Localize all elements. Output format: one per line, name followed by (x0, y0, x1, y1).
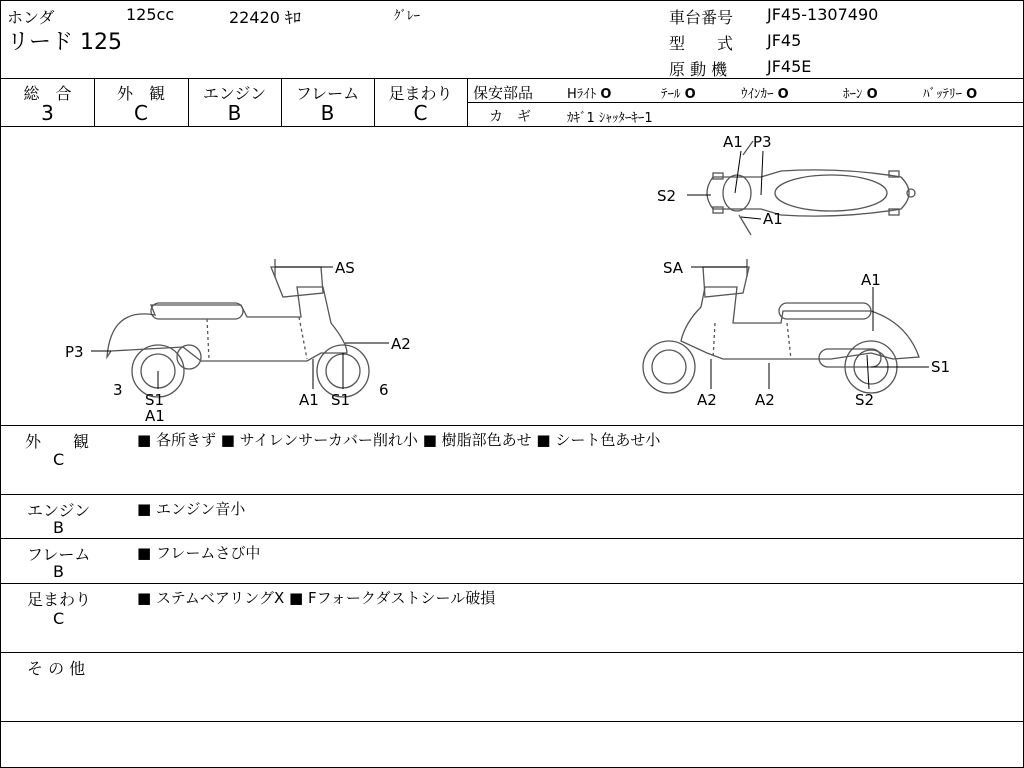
label-left-p3: P3 (65, 343, 84, 361)
maker: ホンダ (7, 8, 55, 27)
section-note-frame: ■ フレームさび中 (137, 544, 261, 562)
label-left-as: AS (335, 259, 355, 277)
grade-label-exterior: 外 観 (116, 84, 165, 103)
grade-value-frame: B (320, 101, 335, 125)
label-right-a2-2: A2 (755, 391, 775, 409)
safety-item-horn: ﾎｰﾝ O (843, 87, 878, 102)
mark-circle: O (966, 87, 978, 102)
section-grade-suspension: C (53, 609, 65, 628)
section-grade-engine: B (53, 518, 64, 537)
mileage: 22420 ｷﾛ (229, 8, 301, 27)
scooter-diagrams (1, 127, 1023, 425)
color: ｸﾞﾚｰ (394, 9, 420, 24)
label-right-s1: S1 (931, 358, 951, 376)
label-left-3: 3 (113, 381, 123, 399)
label-left-s1-2: S1 (331, 391, 351, 409)
grade-value-suspension: C (413, 101, 428, 125)
label-left-a1: A1 (145, 407, 165, 425)
safety-item-headlight: Hﾗｲﾄ O (567, 87, 612, 102)
label-left-6: 6 (379, 381, 389, 399)
section-note-exterior: ■ 各所きず ■ サイレンサーカバー削れ小 ■ 樹脂部色あせ ■ シート色あせ小 (137, 431, 661, 449)
label-left-a1-2: A1 (299, 391, 319, 409)
key-label: カ ギ (489, 109, 531, 125)
engine-label: 原 動 機 (669, 60, 728, 79)
label-top-p3: P3 (753, 133, 772, 151)
grade-label-total: 総 合 (23, 84, 72, 103)
mark-circle: O (777, 87, 789, 102)
label-right-a1: A1 (861, 271, 881, 289)
frame-no-label: 車台番号 (669, 8, 734, 27)
grade-label-suspension: 足まわり (388, 84, 453, 103)
label-top-a1-2: A1 (763, 210, 783, 228)
grade-label-engine: エンジン (202, 84, 267, 103)
label-top-s2: S2 (657, 187, 677, 205)
mark-circle: O (600, 87, 612, 102)
label-right-s2: S2 (855, 391, 875, 409)
grade-label-frame: フレーム (295, 84, 360, 103)
grade-value-engine: B (227, 101, 242, 125)
label-right-a2: A2 (697, 391, 717, 409)
safety-item-tail: ﾃｰﾙ O (661, 87, 696, 102)
engine-value: JF45E (767, 57, 812, 76)
section-label-exterior: 外 観 (25, 432, 90, 451)
mark-circle: O (684, 87, 696, 102)
label-left-a2: A2 (391, 335, 411, 353)
key-value: ｶｷﾞ1 ｼｬｯﾀｰｷｰ1 (567, 111, 653, 126)
safety-item-winker: ｳｲﾝｶｰ O (741, 87, 789, 102)
label-right-sa: SA (663, 259, 684, 277)
type-label: 型 式 (669, 34, 734, 53)
left-side-scooter (107, 259, 369, 397)
grade-value-total: 3 (41, 101, 54, 125)
label-left-s1: S1 (145, 391, 165, 409)
mark-circle: O (866, 87, 878, 102)
section-note-engine: ■ エンジン音小 (137, 500, 246, 518)
model-name: リード 125 (7, 30, 122, 55)
safety-label: 保安部品 (473, 84, 534, 102)
section-note-suspension: ■ ステムベアリングX ■ Fフォークダストシール破損 (137, 589, 496, 607)
label-top-a1: A1 (723, 133, 743, 151)
type-value: JF45 (767, 31, 802, 50)
displacement: 125cc (126, 5, 175, 24)
top-view-scooter (707, 141, 915, 235)
section-grade-exterior: C (53, 450, 65, 469)
safety-item-battery: ﾊﾞｯﾃﾘｰ O (923, 87, 978, 102)
section-label-frame: フレーム (27, 545, 91, 564)
grade-value-exterior: C (134, 101, 148, 125)
section-label-engine: エンジン (27, 501, 91, 520)
section-label-other: そ の 他 (27, 659, 86, 678)
section-label-suspension: 足まわり (27, 590, 92, 609)
section-grade-frame: B (53, 562, 64, 581)
frame-no: JF45-1307490 (767, 5, 879, 24)
